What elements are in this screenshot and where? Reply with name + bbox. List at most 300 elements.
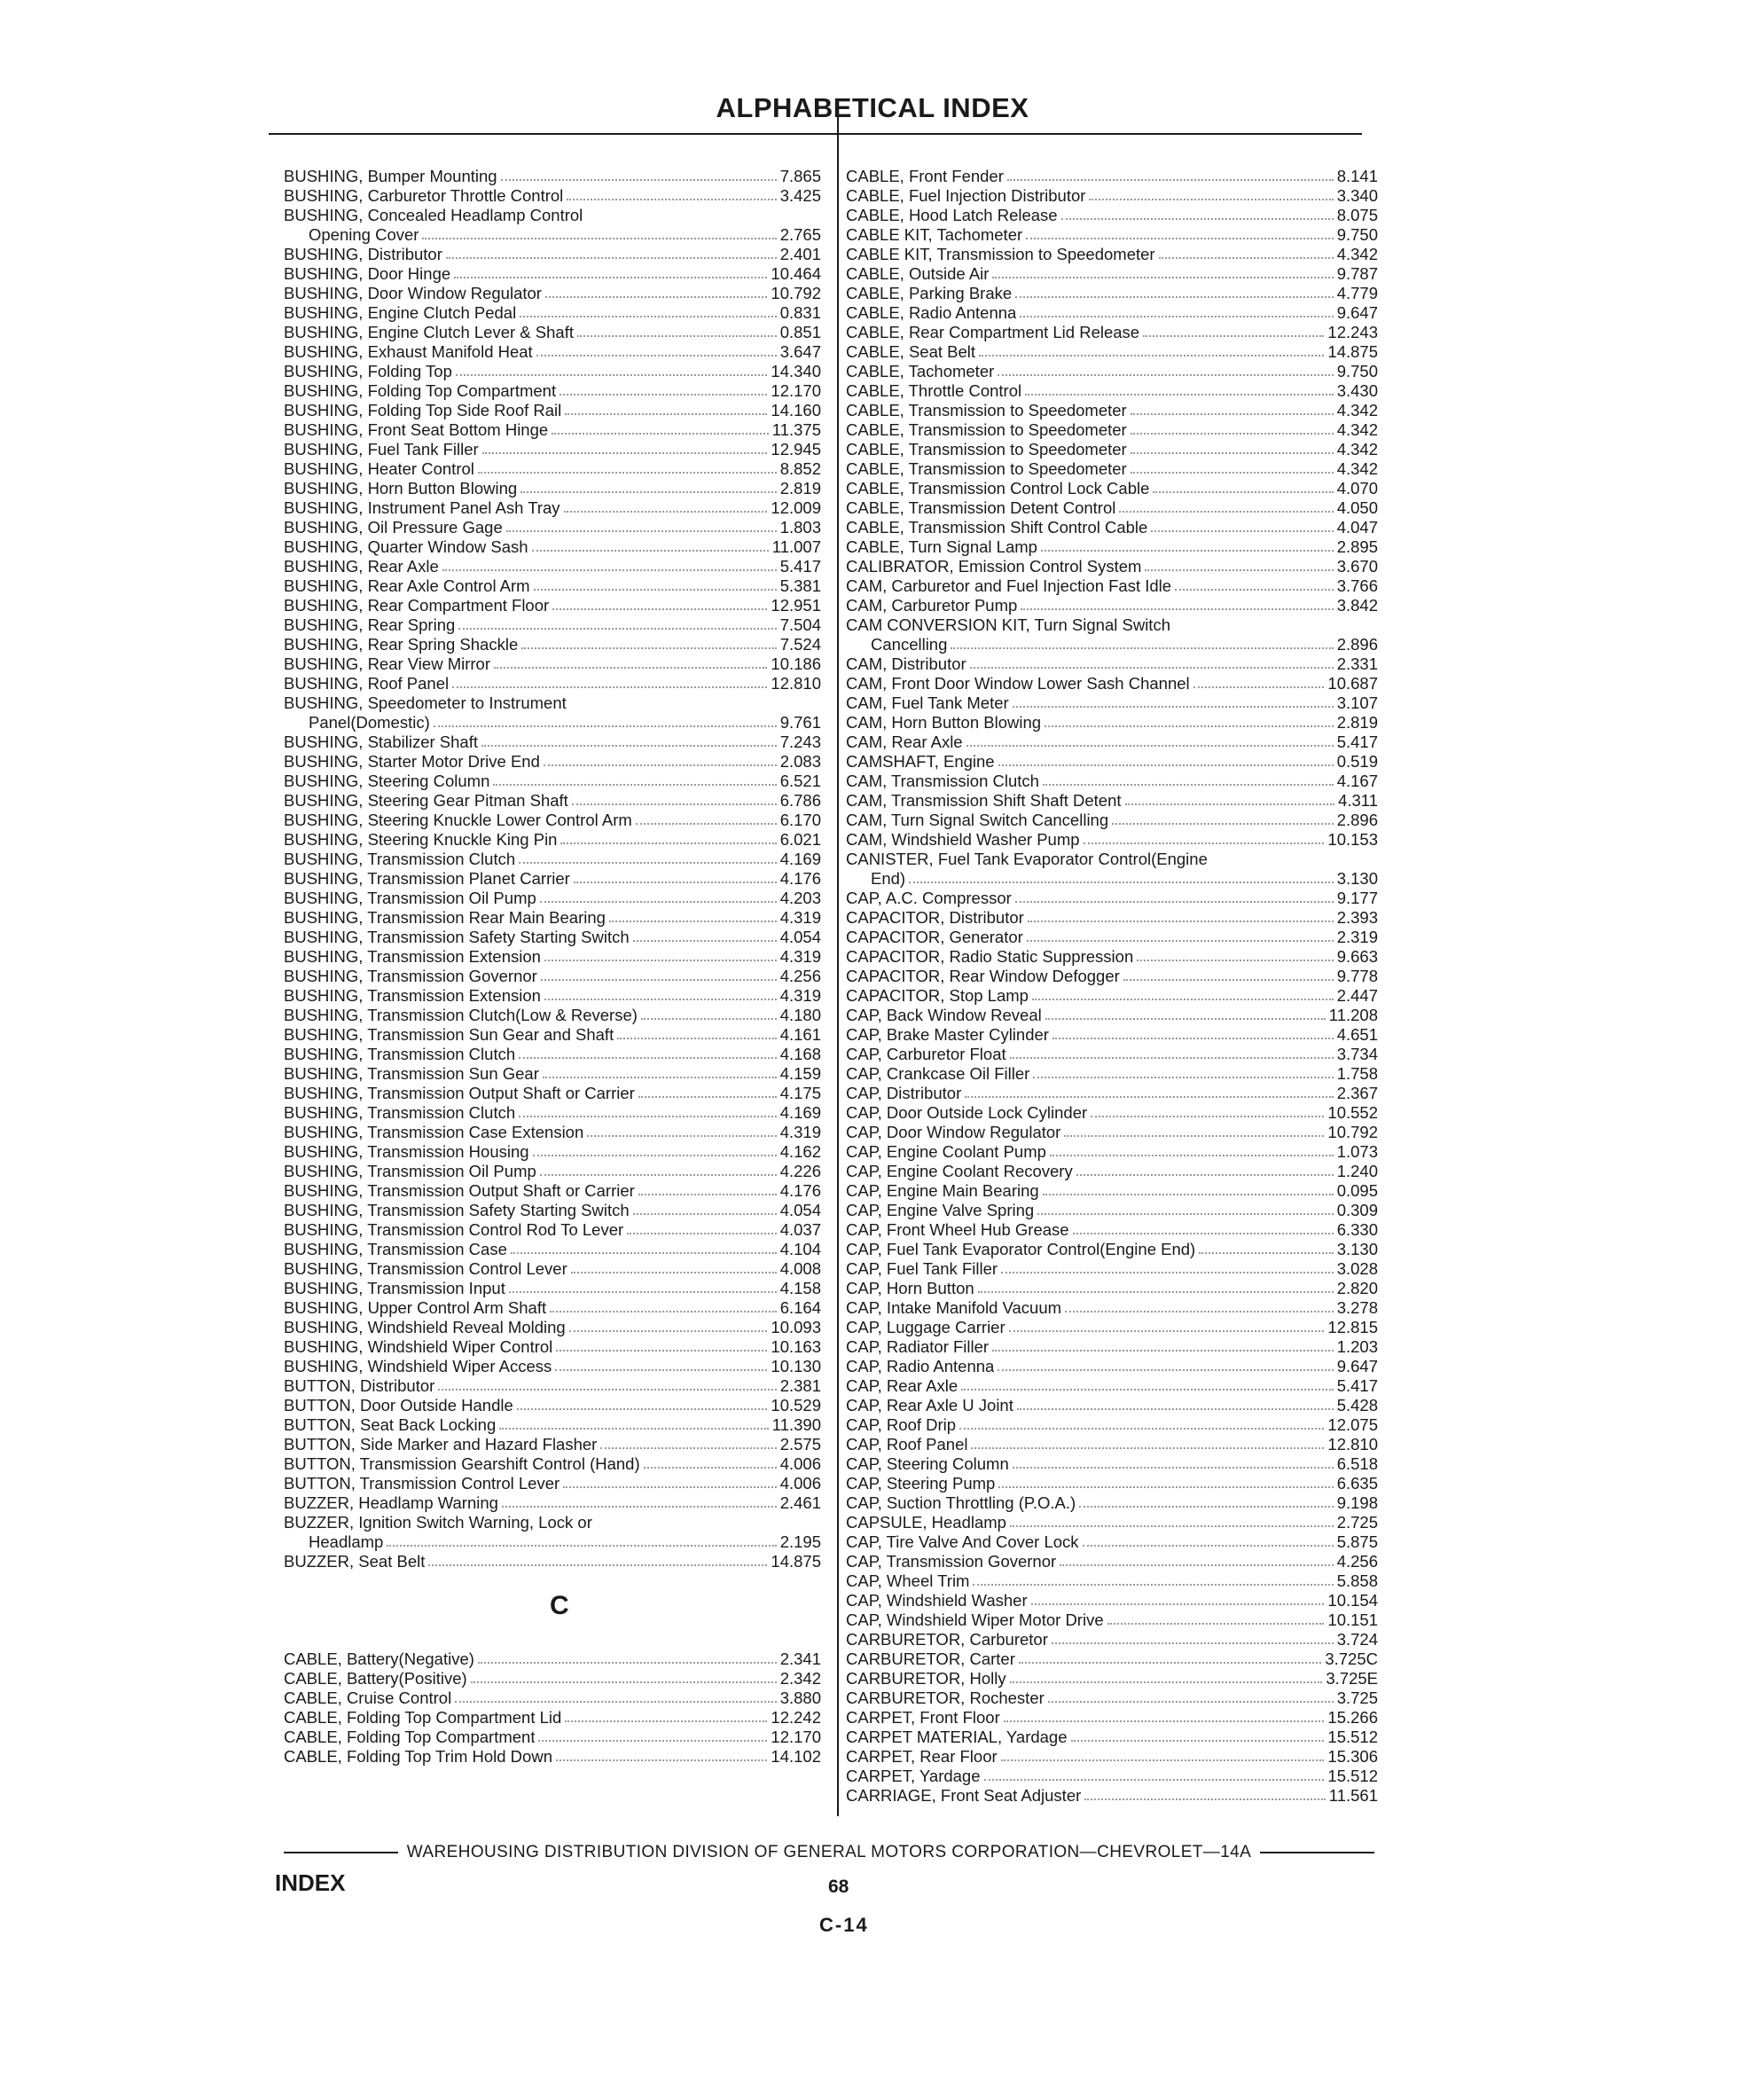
entry-number: 2.393	[1336, 908, 1378, 927]
entry-name: BUSHING, Transmission Control Rod To Lever	[284, 1220, 624, 1239]
entry-name: CABLE, Fuel Injection Distributor	[846, 186, 1086, 205]
dot-leader	[1015, 901, 1334, 903]
index-entry	[284, 225, 821, 245]
entry-number: 3.670	[1336, 557, 1378, 576]
entry-name: CARBURETOR, Carter	[846, 1649, 1015, 1668]
left-column	[284, 167, 821, 1767]
index-entry	[284, 1006, 821, 1025]
dot-leader	[543, 1077, 777, 1078]
entry-number: 9.761	[779, 713, 821, 732]
dot-leader	[638, 1194, 777, 1195]
index-entry	[284, 323, 821, 342]
entry-number: 1.803	[779, 518, 821, 537]
entry-name: BUSHING, Speedometer to Instrument	[284, 693, 567, 712]
dot-leader	[506, 530, 777, 532]
index-entry	[284, 1084, 821, 1103]
entry-name: BUSHING, Folding Top	[284, 362, 452, 380]
entry-number: 4.104	[779, 1240, 821, 1258]
dot-leader	[519, 1057, 777, 1059]
entry-number: 4.203	[779, 889, 821, 907]
index-entry	[284, 479, 821, 498]
index-entry	[284, 1025, 821, 1045]
entry-number: 4.175	[779, 1084, 821, 1102]
entry-name: CAP, Engine Coolant Pump	[846, 1142, 1046, 1161]
index-entry	[846, 537, 1378, 557]
index-entry	[284, 967, 821, 986]
entry-number: 2.083	[779, 752, 821, 771]
entry-number: 11.375	[771, 420, 821, 439]
entry-name: CABLE, Seat Belt	[846, 342, 976, 361]
index-entry	[284, 889, 821, 908]
index-entry	[284, 1279, 821, 1298]
entry-name: CAPACITOR, Stop Lamp	[846, 986, 1029, 1005]
index-entry	[846, 1786, 1378, 1806]
index-entry	[846, 206, 1378, 225]
dot-leader	[959, 1428, 1324, 1430]
entry-name: BUSHING, Transmission Input	[284, 1279, 505, 1297]
index-entry	[846, 811, 1378, 830]
index-entry	[284, 1493, 821, 1513]
entry-number: 12.815	[1327, 1318, 1378, 1336]
index-entry	[846, 479, 1378, 498]
entry-number: 3.130	[1336, 1240, 1378, 1258]
entry-number: 5.417	[1336, 733, 1378, 751]
dot-leader	[517, 1408, 768, 1410]
column-divider	[837, 105, 839, 1816]
index-entry	[846, 752, 1378, 772]
page-title: ALPHABETICAL INDEX	[716, 92, 1029, 123]
entry-number: 2.319	[1336, 928, 1378, 946]
dot-leader	[1027, 940, 1334, 942]
entry-number: 5.381	[779, 576, 821, 595]
index-entry	[846, 1747, 1378, 1767]
dot-leader	[1145, 569, 1333, 571]
index-entry	[284, 752, 821, 772]
entry-number: 10.130	[771, 1357, 821, 1375]
entry-name: BUSHING, Concealed Headlamp Control	[284, 206, 583, 224]
index-entry	[846, 362, 1378, 381]
index-entry	[846, 1552, 1378, 1571]
entry-name: BUSHING, Upper Control Arm Shaft	[284, 1298, 547, 1317]
entry-number: 4.342	[1336, 420, 1378, 439]
entry-number: 10.529	[771, 1396, 821, 1414]
entry-name: CABLE, Transmission to Speedometer	[846, 440, 1127, 458]
entry-number: 3.278	[1336, 1298, 1378, 1317]
entry-name: CAM CONVERSION KIT, Turn Signal Switch	[846, 615, 1170, 634]
dot-leader	[569, 1330, 768, 1332]
entry-number: 10.464	[771, 264, 821, 283]
dot-leader	[1060, 1564, 1334, 1566]
entry-number: 15.512	[1327, 1767, 1378, 1785]
entry-name: BUSHING, Transmission Output Shaft or Carrier	[284, 1181, 635, 1200]
entry-name: BUSHING, Rear Spring Shackle	[284, 635, 519, 654]
entry-name: CAP, Transmission Governor	[846, 1552, 1057, 1571]
dot-leader	[1084, 842, 1325, 844]
entry-number: 4.169	[779, 850, 821, 868]
dot-leader	[454, 277, 767, 278]
index-entry	[846, 1142, 1378, 1162]
entry-number: 4.047	[1336, 518, 1378, 537]
entry-name: CAP, Steering Pump	[846, 1474, 996, 1493]
entry-number: 4.158	[779, 1279, 821, 1297]
entry-number: 3.725E	[1326, 1669, 1378, 1688]
index-entry	[284, 1669, 821, 1689]
dot-leader	[909, 882, 1334, 883]
dot-leader	[633, 940, 777, 942]
entry-name: CAP, Wheel Trim	[846, 1571, 970, 1590]
entry-number: 8.075	[1336, 206, 1378, 224]
entry-name: CAP, Fuel Tank Filler	[846, 1259, 998, 1278]
index-entry	[284, 1123, 821, 1142]
dot-leader	[1175, 589, 1334, 591]
entry-number: 9.663	[1336, 947, 1378, 966]
entry-number: 0.309	[1336, 1201, 1378, 1219]
index-entry	[846, 1025, 1378, 1045]
entry-number: 2.765	[779, 225, 821, 244]
entry-name: BUSHING, Transmission Housing	[284, 1142, 529, 1161]
entry-name: BUSHING, Transmission Planet Carrier	[284, 869, 570, 888]
entry-name: CALIBRATOR, Emission Control System	[846, 557, 1142, 576]
entry-number: 12.075	[1327, 1415, 1378, 1434]
entry-name: CAP, Tire Valve And Cover Lock	[846, 1532, 1079, 1551]
dot-leader	[1071, 1740, 1325, 1742]
index-entry	[846, 908, 1378, 928]
index-entry	[284, 245, 821, 264]
dot-leader	[627, 1233, 777, 1234]
dot-leader	[1025, 394, 1334, 396]
index-entry	[846, 1396, 1378, 1415]
entry-name: BUSHING, Steering Column	[284, 772, 490, 790]
right-column	[846, 167, 1378, 1806]
entry-number: 2.895	[1336, 537, 1378, 556]
index-entry	[284, 693, 821, 713]
dot-leader	[636, 823, 777, 825]
dot-leader	[545, 296, 767, 298]
entry-number: 5.417	[779, 557, 821, 576]
index-entry	[846, 1279, 1378, 1298]
entry-name: BUSHING, Engine Clutch Pedal	[284, 303, 517, 322]
entry-number: 3.734	[1336, 1045, 1378, 1063]
entry-number: 10.186	[771, 654, 821, 673]
index-entry	[284, 264, 821, 284]
entry-name: CAP, Engine Valve Spring	[846, 1201, 1035, 1219]
dot-leader	[1013, 706, 1334, 708]
entry-name: BUSHING, Transmission Control Lever	[284, 1259, 567, 1278]
entry-name: CAP, Horn Button	[846, 1279, 974, 1297]
dot-leader	[538, 1740, 767, 1742]
entry-name: CARBURETOR, Rochester	[846, 1689, 1045, 1707]
entry-name: BUSHING, Engine Clutch Lever & Shaft	[284, 323, 574, 341]
index-entry	[284, 1318, 821, 1337]
entry-name: BUSHING, Quarter Window Sash	[284, 537, 528, 556]
entry-name: BUSHING, Transmission Rear Main Bearing	[284, 908, 606, 927]
dot-leader	[555, 1369, 767, 1371]
entry-name: CAP, Rear Axle	[846, 1376, 959, 1395]
entry-number: 14.875	[1327, 342, 1378, 361]
dot-leader	[1026, 238, 1334, 239]
entry-number: 3.725C	[1325, 1649, 1378, 1668]
index-entry	[846, 186, 1378, 206]
dot-leader	[973, 1584, 1333, 1586]
dot-leader	[540, 901, 777, 903]
entry-name: CABLE, Battery(Positive)	[284, 1669, 467, 1688]
entry-number: 6.170	[779, 811, 821, 829]
entry-number: 4.006	[779, 1474, 821, 1493]
index-entry	[846, 1103, 1378, 1123]
index-entry	[846, 1571, 1378, 1591]
entry-name: BUSHING, Fuel Tank Filler	[284, 440, 479, 458]
index-entry	[846, 1318, 1378, 1337]
entry-name: BUSHING, Carburetor Throttle Control	[284, 186, 564, 205]
entry-number: 10.154	[1327, 1591, 1378, 1610]
entry-number: 1.758	[1336, 1064, 1378, 1083]
entry-number: 6.164	[779, 1298, 821, 1317]
entry-name: CABLE, Outside Air	[846, 264, 990, 283]
index-entry	[846, 1454, 1378, 1474]
index-entry	[284, 1064, 821, 1084]
entry-number: 0.851	[779, 323, 821, 341]
entry-name: CAM, Fuel Tank Meter	[846, 693, 1009, 712]
dot-leader	[1021, 608, 1333, 610]
left-entry-list	[284, 167, 821, 1571]
entry-name: BUSHING, Transmission Safety Starting Switch	[284, 1201, 630, 1219]
entry-name: BUTTON, Door Outside Handle	[284, 1396, 513, 1414]
entry-number: 4.159	[779, 1064, 821, 1083]
index-entry	[846, 733, 1378, 752]
index-entry	[284, 1162, 821, 1181]
dot-leader	[1131, 452, 1334, 454]
entry-number: 5.875	[1336, 1532, 1378, 1551]
index-entry	[846, 967, 1378, 986]
entry-name: CARRIAGE, Front Seat Adjuster	[846, 1786, 1082, 1805]
entry-name: CAP, Carburetor Float	[846, 1045, 1006, 1063]
entry-name: CABLE KIT, Transmission to Speedometer	[846, 245, 1155, 263]
footer-division-line	[275, 1843, 1383, 1862]
entry-name: BUSHING, Transmission Clutch	[284, 1045, 516, 1063]
dot-leader	[438, 1389, 776, 1391]
entry-number: 4.319	[779, 986, 821, 1005]
dot-leader	[1045, 725, 1334, 727]
dot-leader	[1131, 433, 1334, 435]
entry-number: 2.575	[779, 1435, 821, 1454]
entry-number: 4.169	[779, 1103, 821, 1122]
index-entry	[846, 1181, 1378, 1201]
index-entry	[846, 928, 1378, 947]
entry-number: 2.447	[1336, 986, 1378, 1005]
index-entry	[284, 947, 821, 967]
dot-leader	[550, 1311, 777, 1312]
index-entry	[284, 654, 821, 674]
entry-number: 11.390	[771, 1415, 821, 1434]
dot-leader	[998, 764, 1334, 766]
entry-number: 12.170	[771, 381, 821, 400]
entry-name: CABLE, Front Fender	[846, 167, 1004, 185]
dot-leader	[544, 999, 777, 1000]
entry-name: BUZZER, Seat Belt	[284, 1552, 426, 1571]
entry-name: BUSHING, Oil Pressure Gage	[284, 518, 503, 537]
entry-name: CAPACITOR, Distributor	[846, 908, 1024, 927]
dot-leader	[456, 374, 768, 376]
index-entry	[284, 1103, 821, 1123]
entry-name: BUSHING, Transmission Sun Gear	[284, 1064, 539, 1083]
index-entry	[846, 596, 1378, 615]
dot-leader	[481, 745, 777, 747]
entry-name: CAP, Radio Antenna	[846, 1357, 995, 1375]
dot-leader	[979, 355, 1324, 357]
entry-name: CAM, Turn Signal Switch Cancelling	[846, 811, 1109, 829]
dot-leader	[992, 1350, 1334, 1352]
dot-leader	[565, 1720, 767, 1722]
dot-leader	[1061, 218, 1334, 220]
index-entry	[846, 615, 1378, 635]
index-entry	[284, 1532, 821, 1552]
left-c-entry-list	[284, 1649, 821, 1767]
entry-number: 3.425	[779, 186, 821, 205]
footer-index-label: INDEX	[275, 1869, 346, 1896]
index-entry	[284, 459, 821, 479]
entry-name: CABLE, Transmission Control Lock Cable	[846, 479, 1150, 498]
dot-leader	[641, 1018, 777, 1020]
index-entry	[846, 167, 1378, 186]
entry-name: BUSHING, Transmission Sun Gear and Shaft	[284, 1025, 614, 1044]
entry-number: 1.073	[1336, 1142, 1378, 1161]
index-entry	[846, 1259, 1378, 1279]
dot-leader	[494, 667, 767, 669]
dot-leader	[571, 1272, 777, 1273]
entry-name: CAP, Radiator Filler	[846, 1337, 990, 1356]
entry-name: BUSHING, Stabilizer Shaft	[284, 733, 478, 751]
dot-leader	[1050, 1155, 1334, 1156]
entry-name: CAP, A.C. Compressor	[846, 889, 1012, 907]
entry-name: CABLE, Radio Antenna	[846, 303, 1017, 322]
entry-name: CAP, Door Outside Lock Cylinder	[846, 1103, 1088, 1122]
index-entry	[846, 440, 1378, 459]
dot-leader	[633, 1213, 777, 1215]
dot-leader	[617, 1038, 776, 1039]
entry-name: BUSHING, Transmission Clutch	[284, 850, 516, 868]
dot-leader	[1107, 1623, 1325, 1625]
dot-leader	[1112, 823, 1334, 825]
entry-number: 4.180	[779, 1006, 821, 1024]
dot-leader	[1001, 1272, 1334, 1273]
index-entry	[846, 303, 1378, 323]
index-entry	[846, 1006, 1378, 1025]
dot-leader	[452, 686, 767, 688]
index-entry	[284, 596, 821, 615]
index-entry	[284, 733, 821, 752]
entry-number: 4.050	[1336, 498, 1378, 517]
entry-name: Cancelling	[871, 635, 948, 654]
dot-leader	[533, 1155, 777, 1156]
entry-number: 2.341	[779, 1649, 821, 1668]
dot-leader	[644, 1467, 777, 1469]
dot-leader	[1048, 1701, 1334, 1703]
dot-leader	[563, 1486, 777, 1488]
entry-name: CARPET MATERIAL, Yardage	[846, 1728, 1068, 1746]
dot-leader	[998, 1369, 1333, 1371]
entry-name: CAM, Transmission Clutch	[846, 772, 1039, 790]
index-entry	[284, 420, 821, 440]
footer-rule-left	[284, 1852, 398, 1853]
entry-number: 2.896	[1336, 811, 1378, 829]
entry-number: 3.725	[1336, 1689, 1378, 1707]
title-rule	[269, 133, 1362, 135]
dot-leader	[638, 1096, 777, 1098]
index-entry	[846, 1728, 1378, 1747]
entry-number: 4.176	[779, 1181, 821, 1200]
entry-number: 7.243	[779, 733, 821, 751]
entry-number: 2.461	[779, 1493, 821, 1512]
entry-name: CAM, Carburetor Pump	[846, 596, 1018, 615]
entry-name: BUSHING, Distributor	[284, 245, 442, 263]
entry-number: 3.130	[1336, 869, 1378, 888]
index-entry	[284, 381, 821, 401]
index-entry	[284, 1689, 821, 1708]
entry-number: 2.819	[1336, 713, 1378, 732]
entry-number: 2.342	[779, 1669, 821, 1688]
entry-number: 4.319	[779, 947, 821, 966]
dot-leader	[434, 725, 777, 727]
index-entry	[846, 1045, 1378, 1064]
entry-number: 7.524	[779, 635, 821, 654]
dot-leader	[544, 960, 777, 961]
entry-number: 7.504	[779, 615, 821, 634]
entry-name: BUSHING, Transmission Oil Pump	[284, 1162, 536, 1180]
dot-leader	[1079, 1506, 1334, 1508]
entry-name: End)	[871, 869, 906, 888]
entry-name: CARPET, Front Floor	[846, 1708, 1000, 1727]
entry-name: CAP, Suction Throttling (P.O.A.)	[846, 1493, 1076, 1512]
index-entry	[846, 1435, 1378, 1454]
index-entry	[284, 362, 821, 381]
index-entry	[846, 1201, 1378, 1220]
dot-leader	[458, 628, 776, 630]
entry-number: 2.195	[779, 1532, 821, 1551]
entry-number: 4.342	[1336, 245, 1378, 263]
dot-leader	[1065, 1311, 1334, 1312]
index-entry	[284, 1259, 821, 1279]
index-entry	[284, 1220, 821, 1240]
entry-number: 3.107	[1336, 693, 1378, 712]
entry-name: CAP, Luggage Carrier	[846, 1318, 1006, 1336]
entry-number: 11.007	[771, 537, 821, 556]
index-entry	[284, 713, 821, 733]
entry-number: 2.401	[779, 245, 821, 263]
dot-leader	[1052, 1038, 1334, 1039]
index-entry	[284, 1513, 821, 1532]
dot-leader	[499, 1428, 769, 1430]
index-entry	[284, 1376, 821, 1396]
index-entry	[846, 1689, 1378, 1708]
entry-name: BUTTON, Side Marker and Hazard Flasher	[284, 1435, 598, 1454]
entry-number: 4.342	[1336, 459, 1378, 478]
index-entry	[846, 693, 1378, 713]
footer-page-code: C-14	[819, 1914, 869, 1936]
entry-name: BUSHING, Windshield Wiper Control	[284, 1337, 553, 1356]
entry-number: 3.430	[1336, 381, 1378, 400]
entry-name: CABLE KIT, Tachometer	[846, 225, 1023, 244]
dot-leader	[556, 1759, 767, 1761]
dot-leader	[567, 199, 776, 200]
entry-number: 15.512	[1327, 1728, 1378, 1746]
entry-number: 6.021	[779, 830, 821, 849]
index-entry	[846, 1532, 1378, 1552]
entry-number: 2.381	[779, 1376, 821, 1395]
entry-number: 15.266	[1327, 1708, 1378, 1727]
entry-name: CAPSULE, Headlamp	[846, 1513, 1006, 1532]
index-entry	[284, 674, 821, 693]
dot-leader	[520, 491, 776, 493]
